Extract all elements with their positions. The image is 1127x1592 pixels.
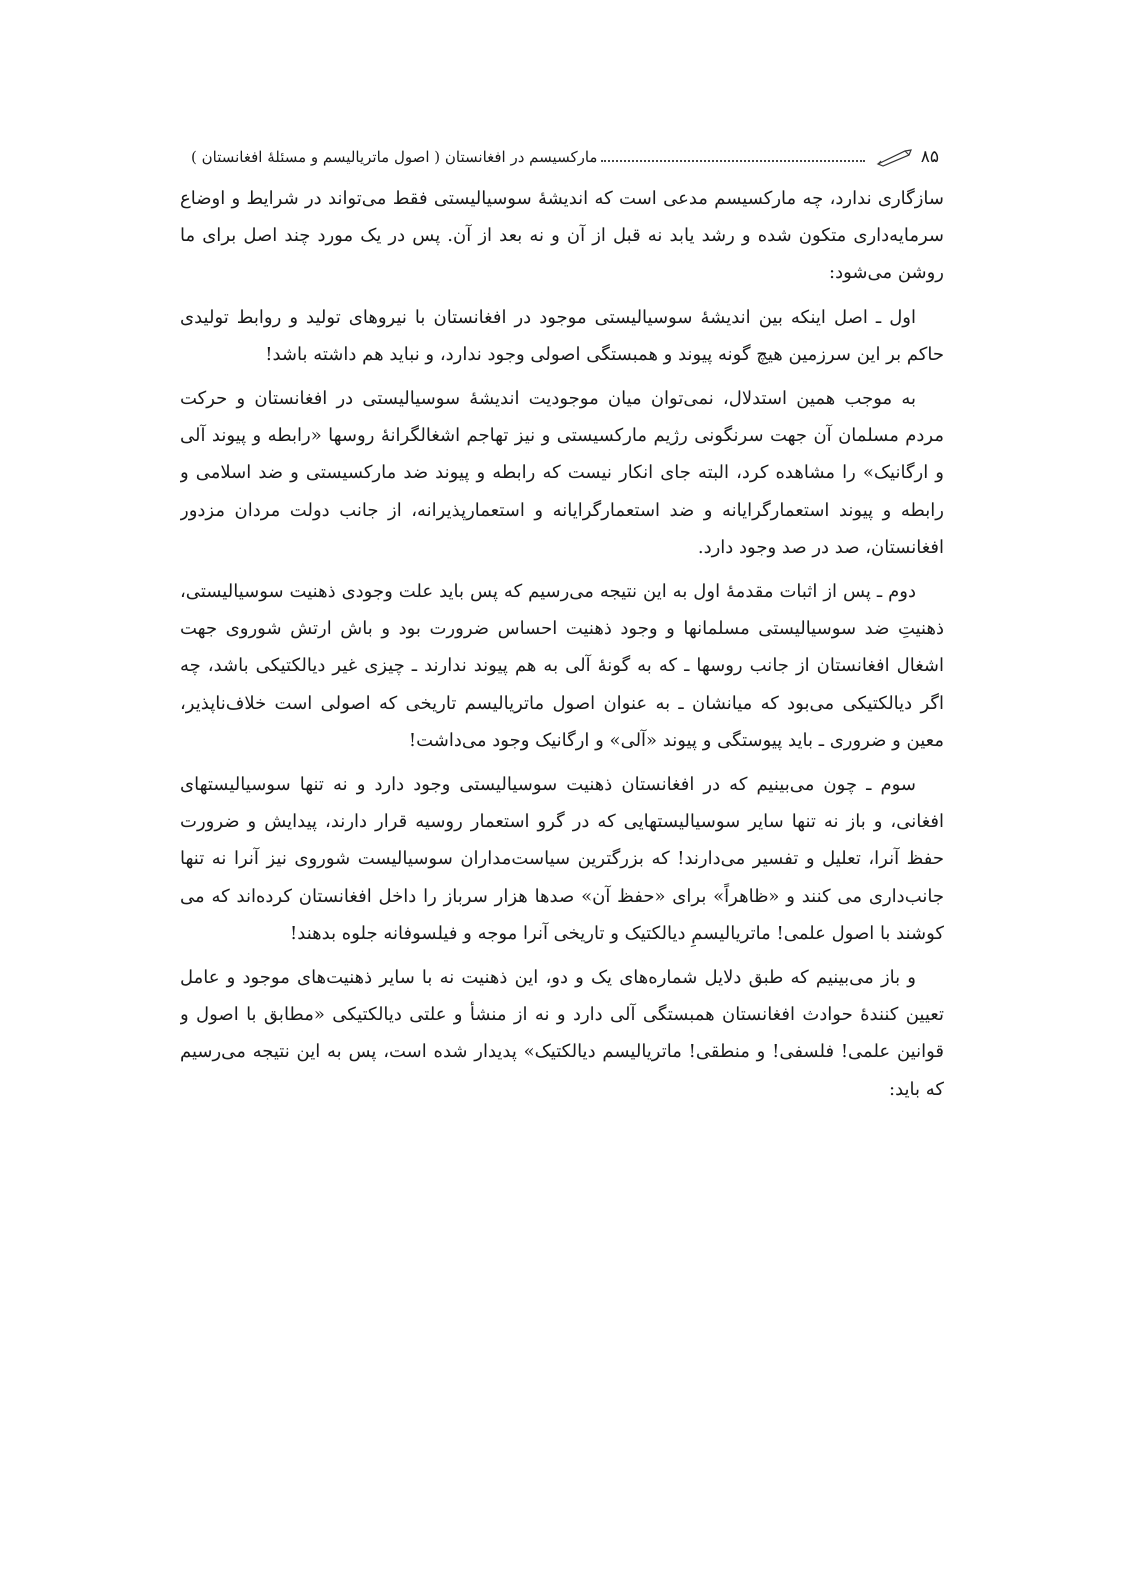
body-text <box>180 180 944 1410</box>
page-number: ۸۵ <box>920 147 939 167</box>
running-head-title: مارکسیسم در افغانستان ( اصول ماتریالیسم و مسئلهٔ افغانستان ) <box>191 148 598 166</box>
paragraph-5: سوم ـ چون می‌بینیم که در افغانستان ذهنیت سوسیالیستی وجود دارد و نه تنها سوسیالیستهای افغانی، و باز نه تنها سایر سوسیالیستهایی که در گرو استعمار روسیه قرار دارند، پیدایش و ضرورت حفظ آنرا، تعلیل و تفسیر می‌دارند! که بزرگترین سیاست‌مداران سوسیالیست شوروی نیز آنرا نه تنها جانب‌داری می کنند و «ظاهراً» برای «حفظ آن» صدها هزار سرباز را داخل افغانستان کرده‌اند که می کوشند با اصول علمی! ماتریالیسمِ دیالکتیک و تاریخی آنرا موجه و فیلسوفانه جلوه بدهند! <box>180 774 944 944</box>
pen-icon <box>875 147 915 167</box>
paragraph-2: اول ـ اصل اینکه بین اندیشهٔ سوسیالیستی موجود در افغانستان با نیروهای تولید و روابط تولیدی حاکم بر این سرزمین هیچ گونه پیوند و همبستگی اصولی وجود ندارد، و نباید هم داشته باشد! <box>180 306 944 365</box>
paragraph-3: به موجب همین استدلال، نمی‌توان میان موجودیت اندیشهٔ سوسیالیستی در افغانستان و حرکت مردم مسلمان آن جهت سرنگونی رژیم مارکسیستی و نیز تهاجم اشغالگرانهٔ روسها «رابطه و پیوند آلی و ارگانیک» را مشاهده کرد، البته جای انکار نیست که رابطه و پیوند ضد مارکسیستی و ضد اسلامی و رابطه و پیوند استعمارگرایانه و ضد استعمارگرایانه و استعمارپذیرانه، از جانب دولت مردان مزدور افغانستان، صد در صد وجود دارد. <box>180 388 944 558</box>
leader-dots <box>601 160 864 162</box>
paragraph-6: و باز می‌بینیم که طبق دلایل شماره‌های یک و دو، این ذهنیت نه با سایر ذهنیت‌های موجود و عامل تعیین کنندهٔ حوادث افغانستان همبستگی آلی دارد و نه از منشأ و علتی دیالکتیکی «مطابق با اصول و قوانین علمی! فلسفی! و منطقی! ماتریالیسم دیالکتیک» پدیدار شده است، پس به این نتیجه می‌رسیم که باید: <box>180 967 944 1100</box>
paragraph-4: دوم ـ پس از اثبات مقدمهٔ اول به این نتیجه می‌رسیم که پس باید علت وجودی ذهنیت سوسیالیستی، ذهنیتِ ضد سوسیالیستی مسلمانها و وجود ذهنیت احساس ضرورت بود و باش ارتش شوروی جهت اشغال افغانستان از جانب روسها ـ که به گونهٔ آلی به هم پیوند ندارند ـ چیزی غیر دیالکتیکی باشد، چه اگر دیالکتیکی می‌بود که میانشان ـ به عنوان اصول ماتریالیسم تاریخی که اصولی است خلاف‌ناپذیر، معین و ضروری ـ باید پیوستگی و پیوند «آلی» و ارگانیک وجود می‌داشت! <box>180 581 944 751</box>
paragraph-1: سازگاری ندارد، چه مارکسیسم مدعی است که اندیشهٔ سوسیالیستی فقط می‌تواند در شرایط و اوضاع سرمایه‌داری متکون شده و رشد یابد نه قبل از آن و نه بعد از آن. پس در یک مورد چند اصل برای ما روشن می‌شود: <box>180 188 944 284</box>
running-head <box>185 140 943 174</box>
